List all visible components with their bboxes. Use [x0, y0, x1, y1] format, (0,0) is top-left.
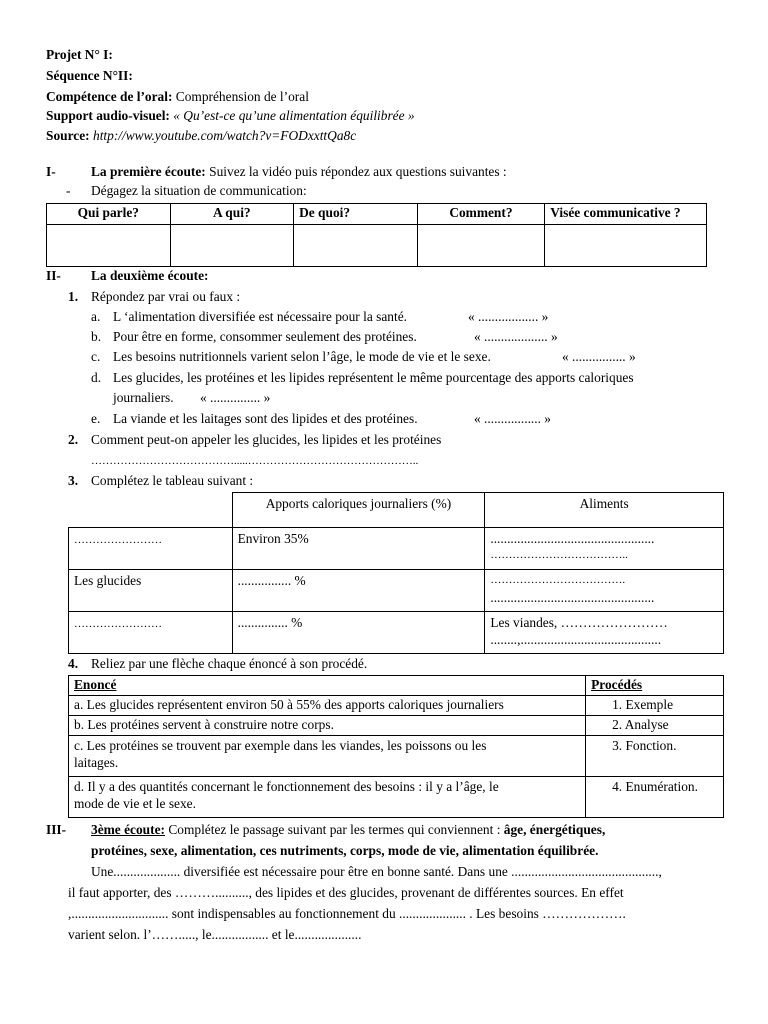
part3-number: III- [46, 822, 67, 837]
part1-number: I- [46, 164, 56, 179]
col-procedes: Procédés [586, 676, 724, 696]
procede-cell: 2. Analyse [586, 716, 724, 736]
col-qui-parle: Qui parle? [47, 204, 171, 225]
procede-cell: 1. Exemple [586, 696, 724, 716]
q1-item-text-cont: journaliers. [113, 390, 174, 405]
q1-item-letter: d. [91, 370, 102, 385]
food-line[interactable]: ................................................. [490, 590, 655, 605]
part2-number: II- [46, 268, 61, 283]
part3-words2: protéines, sexe, alimentation, ces nutriments, corps, mode de vie, alimentation équilibrée. [91, 843, 599, 858]
row-name[interactable]: …………………… [69, 612, 233, 654]
part3-heading [91, 822, 605, 838]
q3-text: Complétez le tableau suivant : [91, 473, 254, 488]
source-value: http://www.youtube.com/watch?v=FODxxttQa8c [93, 128, 357, 143]
answer-cell[interactable] [47, 225, 171, 267]
enonce-line: d. Il y a des quantités concernant le fonctionnement des besoins : il y a l’âge, le [74, 779, 499, 794]
q1-item-blank[interactable]: « ............... » [200, 390, 271, 405]
empty-corner [69, 493, 233, 528]
projet-label: Projet N° I: [46, 47, 113, 62]
part1-instruction: Suivez la vidéo puis répondez aux questions suivantes : [209, 164, 507, 179]
enonce-line: laitages. [74, 755, 119, 770]
passage-line[interactable]: ,............................. sont indispensables au fonctionnement du .................... . Les besoins ………………. [68, 906, 626, 921]
part1-sub: Dégagez la situation de communication: [91, 183, 307, 198]
part3-title: 3ème écoute: [91, 822, 165, 837]
q1-item-text: Pour être en forme, consommer seulement des protéines. [113, 329, 417, 344]
row-name: Les glucides [69, 570, 233, 612]
food-line[interactable]: ………………………………. [490, 574, 626, 586]
row-value: Environ 35% [232, 528, 485, 570]
q1-item-blank[interactable]: « ................... » [474, 329, 558, 344]
row-foods[interactable] [485, 528, 724, 570]
competence-value: Compréhension de l’oral [175, 89, 309, 104]
food-line[interactable]: ................................................. [490, 531, 655, 546]
enonce-line: c. Les protéines se trouvent par exemple dans les viandes, les poissons ou les [74, 738, 487, 753]
food-line[interactable]: ……………………………….. [490, 549, 628, 561]
part3-instruction: Complétez le passage suivant par les termes qui conviennent : [168, 822, 501, 837]
q4-number: 4. [68, 656, 79, 671]
part3-words1: âge, énergétiques, [503, 822, 606, 837]
q4-text: Reliez par une flèche chaque énoncé à son procédé. [91, 656, 368, 671]
q1-item-blank[interactable]: « ................ » [562, 349, 636, 364]
q1-item-text: L ‘alimentation diversifiée est nécessaire pour la santé. [113, 309, 407, 324]
nutrients-table [68, 492, 724, 654]
enonce-cell: b. Les protéines servent à construire notre corps. [69, 716, 586, 736]
q1-number: 1. [68, 289, 79, 304]
q1-item-text: Les glucides, les protéines et les lipides représentent le même pourcentage des apports caloriques [113, 370, 634, 385]
q1-item-letter: b. [91, 329, 102, 344]
enonce-cell: a. Les glucides représentent environ 50 à 55% des apports caloriques journaliers [69, 696, 586, 716]
row-foods[interactable] [485, 570, 724, 612]
q2-number: 2. [68, 432, 79, 447]
row-value[interactable]: ................ % [232, 570, 485, 612]
enonce-cell [69, 736, 586, 777]
answer-cell[interactable] [545, 225, 707, 267]
enonce-cell [69, 777, 586, 818]
support-value: « Qu’est-ce qu’une alimentation équilibrée » [173, 108, 415, 123]
passage-line[interactable]: Une.................... diversifiée est nécessaire pour être en bonne santé. Dans une ............................................, [91, 864, 662, 879]
answer-cell[interactable] [294, 225, 418, 267]
col-a-qui: A qui? [170, 204, 294, 225]
food-line[interactable]: ........,.......................................... [490, 632, 662, 647]
procede-cell: 4. Enumération. [586, 777, 724, 818]
communication-table [46, 203, 707, 267]
q1-item-text: Les besoins nutritionnels varient selon l’âge, le mode de vie et le sexe. [113, 349, 491, 364]
row-name[interactable]: …………………… [69, 528, 233, 570]
part1-heading [91, 164, 507, 180]
part1-title: La première écoute: [91, 164, 206, 179]
competence-label: Compétence de l’oral: [46, 89, 173, 104]
q1-text: Répondez par vrai ou faux : [91, 289, 241, 304]
answer-cell[interactable] [417, 225, 545, 267]
competence-line [46, 89, 309, 105]
q1-item-letter: e. [91, 411, 101, 426]
q1-item-text: La viande et les laitages sont des lipides et des protéines. [113, 411, 418, 426]
col-comment: Comment? [417, 204, 545, 225]
col-aliments: Aliments [485, 493, 724, 528]
procedes-table [68, 675, 724, 818]
col-enonce: Enoncé [69, 676, 586, 696]
q3-number: 3. [68, 473, 79, 488]
q2-answer-blank[interactable]: ………………………………….....……………………………………….. [91, 455, 419, 467]
col-visee: Visée communicative ? [545, 204, 707, 225]
sequence-label: Séquence N°II: [46, 68, 133, 83]
col-apports: Apports caloriques journaliers (%) [232, 493, 485, 528]
answer-cell[interactable] [170, 225, 294, 267]
food-line[interactable]: Les viandes, …………………… [490, 615, 668, 630]
part2-title: La deuxième écoute: [91, 268, 209, 283]
support-label: Support audio-visuel: [46, 108, 170, 123]
procede-cell: 3. Fonction. [586, 736, 724, 777]
passage-line[interactable]: varient selon. l’……....., le................. et le.................... [68, 927, 362, 942]
passage-line[interactable]: il faut apporter, des ……….........., des lipides et des glucides, provenant de différentes sources. En effet [68, 885, 624, 900]
q1-item-blank[interactable]: « .................. » [468, 309, 549, 324]
source-line [46, 128, 356, 144]
support-line [46, 108, 415, 124]
row-foods[interactable] [485, 612, 724, 654]
q1-item-letter: c. [91, 349, 101, 364]
col-de-quoi: De quoi? [294, 204, 418, 225]
q1-item-blank[interactable]: « ................. » [474, 411, 551, 426]
q2-text: Comment peut-on appeler les glucides, les lipides et les protéines [91, 432, 442, 447]
enonce-line: mode de vie et le sexe. [74, 796, 196, 811]
part1-bullet: - [66, 183, 71, 198]
q1-item-letter: a. [91, 309, 101, 324]
source-label: Source: [46, 128, 90, 143]
row-value[interactable]: ............... % [232, 612, 485, 654]
